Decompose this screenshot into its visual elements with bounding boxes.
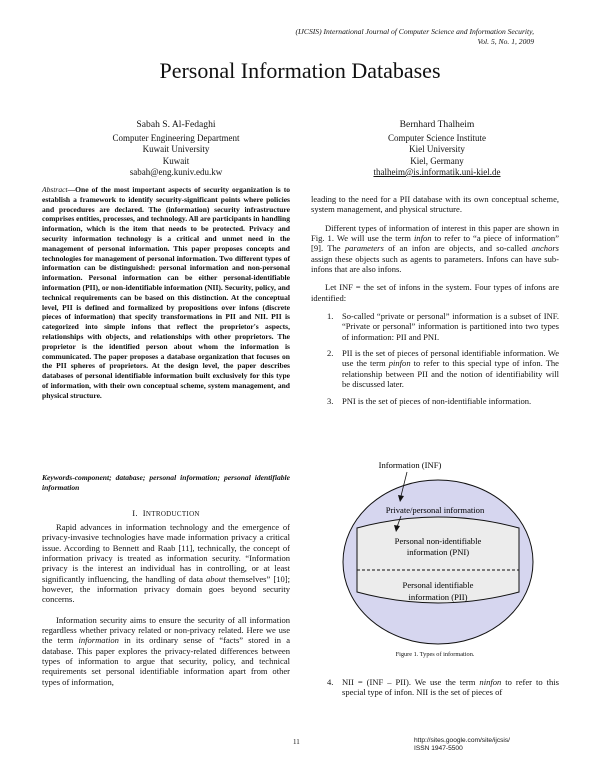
list-item-em: ninfon — [479, 677, 502, 687]
right-paragraph-3: Let INF = the set of infons in the system. Four types of infons are identified: — [311, 282, 559, 303]
footer-issn: ISSN 1947-5500 — [414, 745, 463, 753]
figure-types-of-information — [311, 452, 559, 648]
abstract — [42, 185, 290, 401]
footer-info — [414, 737, 510, 754]
intro-p1-text: Rapid advances in information technology and the emergence of privacy-invasive technologies have made information privacy a critical issue. According to Bennett and Raab [11], technically, the concept of information privacy is treated as information security. “Information privacy is the interest an individual has in controlling, or at least significantly influencing, the handling of data — [42, 522, 290, 584]
journal-header-line1: (IJCSIS) International Journal of Computer Science and Information Security, — [295, 27, 534, 36]
right-column-body — [311, 194, 559, 412]
list-item — [311, 677, 559, 698]
list-item-number: 1. — [327, 311, 334, 322]
author-block-1 — [66, 119, 286, 178]
author-name: Sabah S. Al-Fedaghi — [136, 119, 216, 130]
footer-url[interactable]: http://sites.google.com/site/ijcsis/ — [414, 737, 511, 744]
right-p2-d: assign these objects such as agents to parameters. Infons can have sub-infons that are also infons. — [311, 253, 559, 275]
author-name: Bernhard Thalheim — [399, 119, 475, 130]
intro-p2-text: Information security aims to ensure the security of all information regardless whether privacy related or non-privacy related. Here we use the term — [42, 614, 290, 646]
intro-p1-tail: themselves” [10]; however, the information privacy domain goes beyond security concerns. — [42, 573, 290, 605]
right-p2-c: of an infon are objects, and so-called — [383, 243, 532, 254]
intro-body — [42, 522, 290, 687]
journal-header — [174, 27, 534, 47]
author-institution: Kiel University — [409, 144, 465, 155]
right-p2-b: to refer to “a piece of information” [9]. The — [311, 233, 559, 254]
list-item-em: pinfon — [388, 358, 411, 369]
intro-paragraph-1 — [42, 522, 290, 605]
right-paragraph-1: leading to the need for a PII database with its own conceptual scheme, system management, and physical structure. — [311, 194, 559, 215]
author-location: Kuwait — [162, 155, 190, 166]
abstract-text: —One of the most important aspects of security organization is to establish a framework to identify security-significant points where policies and procedures are declared. The (information) security infrastructure comprises entities, processes, and technology. All are participants in handling information, which is the item that needs to be protected. Privacy and security information technology is a critical and unmet need in the management of personal information. This paper proposes concepts and technologies for management of personal information. Two different types of information can be distinguished: personal information and non-personal information. Personal information can be either personal-identifiable information (PII), or non-identifiable information (NII). Security, policy, and technical requirements can be based on this distinction. At the conceptual level, PII is defined and formalized by propositions over infons (discrete pieces of information) that specify transformations in PII and NII. PII is categorized into simple infons that reflect the proprietor's aspects, relationships with objects, and relationships with other proprietors. The proprietor is the identified person about whom the information is communicated. The paper proposes a database organization that focuses on the PII spheres of proprietors. At the design level, the paper describes databases of personal identifiable information built exclusively for this type of information, with their own conceptual scheme, system management, and physical structure. — [42, 185, 290, 400]
author-email[interactable]: sabah@eng.kuniv.edu.kw — [129, 166, 223, 177]
intro-paragraph-2 — [42, 615, 290, 687]
right-paragraph-2 — [311, 223, 559, 275]
abstract-lead: Abstract — [42, 185, 68, 194]
intro-p2-tail: in its ordinary sense of “facts” stored in a database. This paper explores the privacy-related differences between types of information to argue that security, policy, and technical requirements set personal identifiable information apart from other types of information, — [42, 635, 290, 687]
author-dept: Computer Science Institute — [388, 133, 486, 144]
intro-p1-em: about — [205, 573, 226, 584]
list-item-text: So-called “private or personal” information is a subset of INF. “Private or personal” information is partitioned into two types of information: PII and PNI. — [342, 311, 559, 342]
inf-label: Information (INF) — [378, 460, 442, 470]
list-item-number: 2. — [327, 348, 334, 359]
right-p2-em3: anchors — [531, 243, 559, 254]
section-first-letter: I — [142, 508, 146, 518]
right-p2-em2: parameters — [344, 243, 384, 254]
list-item — [311, 396, 559, 406]
section-numeral: I. — [132, 508, 138, 518]
list-item — [311, 348, 559, 389]
keywords-label: Keywords-component; — [42, 473, 112, 482]
list-item — [311, 311, 559, 342]
figure-caption: Figure 1. Types of information. — [395, 651, 475, 658]
list-item-text-tail: to refer to this special type of infon. The relationship between PII and the notion of identifiability will be discussed later. — [342, 358, 559, 390]
author-institution: Kuwait University — [142, 144, 210, 155]
list-item-number: 3. — [327, 395, 334, 406]
keywords — [42, 473, 290, 493]
section-heading — [42, 508, 290, 518]
right-p2-em1: infon — [413, 233, 432, 244]
list-item-4 — [311, 677, 559, 704]
list-item-text: NII = (INF – PII). We use the term — [342, 677, 480, 687]
section-rest: NTRODUCTION — [145, 510, 200, 518]
infon-type-list — [311, 311, 559, 406]
author-email-link[interactable]: thalheim@is.informatik.uni-kiel.de — [373, 166, 501, 177]
list-item-number: 4. — [327, 677, 334, 687]
intro-p2-em: information — [78, 635, 119, 646]
right-p2-a: Different types of information of interest in this paper are shown in Fig. 1. We will use the term — [311, 222, 559, 244]
pii-label-line2: information (PII) — [408, 592, 468, 602]
list-item-text-tail: to refer to this special type of infon. NII is the set of pieces of — [342, 677, 559, 698]
keywords-text: database; personal information; personal identifiable information — [42, 473, 290, 492]
private-region — [357, 517, 519, 603]
list-item-text: PNI is the set of pieces of non-identifiable information. — [342, 395, 532, 406]
pni-label-line2: information (PNI) — [406, 547, 470, 557]
journal-header-line2: Vol. 5, No. 1, 2009 — [477, 37, 534, 46]
list-item-text: PII is the set of pieces of personal identifiable information. We use the term — [342, 348, 559, 369]
author-block-2 — [327, 119, 547, 178]
author-dept: Computer Engineering Department — [112, 133, 240, 144]
pii-label-line1: Personal identifiable — [402, 580, 474, 590]
page-number: 11 — [293, 738, 300, 746]
private-label: Private/personal information — [385, 505, 485, 515]
author-location: Kiel, Germany — [410, 155, 464, 166]
pni-label-line1: Personal non-identifiable — [394, 536, 482, 546]
paper-title: Personal Information Databases — [159, 58, 441, 83]
